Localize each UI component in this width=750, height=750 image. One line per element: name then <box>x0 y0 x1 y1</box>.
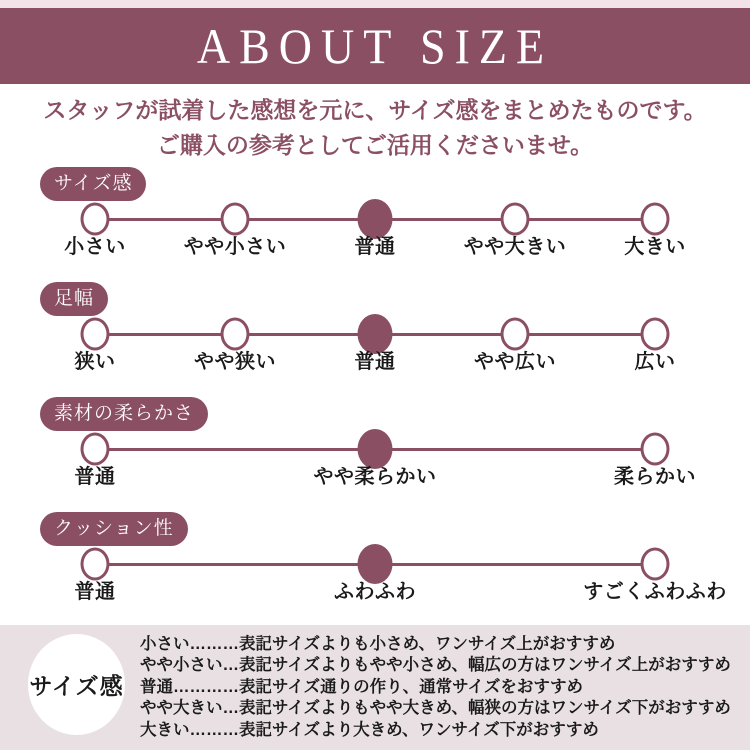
scale-option-label: 広い <box>634 351 676 373</box>
scale-labels <box>74 575 727 603</box>
legend-panel <box>0 625 750 750</box>
intro-line-2: ご購入の参考としてご活用くださいませ。 <box>156 132 594 158</box>
scale-option-label: 小さい <box>64 236 126 258</box>
scale-pill-label: サイズ感 <box>54 173 133 194</box>
scale-pill <box>40 397 208 431</box>
scale-option-label: ふわふわ <box>334 581 416 603</box>
scale-option-label: 普通 <box>74 466 116 488</box>
legend-line: 普通…………表記サイズ通りの作り、通常サイズをおすすめ <box>140 677 584 696</box>
scale-pill-label: 素材の柔らかさ <box>54 403 195 424</box>
scale-option-label: やや大きい <box>463 236 567 258</box>
legend-lines <box>140 634 731 741</box>
scale-pill-label: クッション性 <box>54 518 174 539</box>
scale-option-label: すごくふわふわ <box>583 581 727 603</box>
page-title: ABOUT SIZE <box>196 18 554 74</box>
scale-labels <box>74 345 676 373</box>
scale-pill <box>40 167 146 201</box>
scale-option-label: 大きい <box>624 236 686 258</box>
scale-option-label: やや柔らかい <box>313 466 437 488</box>
scale-option-label: 普通 <box>74 581 116 603</box>
scale-pill <box>40 512 188 546</box>
scale-row <box>0 282 750 394</box>
legend-line: やや小さい…表記サイズよりもやや小さめ、幅広の方はワンサイズ上がおすすめ <box>140 656 731 675</box>
legend-line: やや大きい…表記サイズよりもやや大きめ、幅狭の方はワンサイズ下がおすすめ <box>140 699 731 718</box>
scale-row <box>0 167 750 279</box>
legend-line: 大きい………表記サイズより大きめ、ワンサイズ下がおすすめ <box>140 720 599 739</box>
scale-option-label: やや狭い <box>194 351 276 373</box>
scale-option-label: 狭い <box>74 351 116 373</box>
scale-option-label: 柔らかい <box>614 466 696 488</box>
scale-option-label: 普通 <box>354 351 396 373</box>
legend-line: 小さい………表記サイズよりも小さめ、ワンサイズ上がおすすめ <box>140 635 616 653</box>
legend-title: サイズ感 <box>29 673 124 699</box>
scale-pill <box>40 282 108 316</box>
scale-labels <box>74 460 696 488</box>
scale-option-label: やや小さい <box>183 236 287 258</box>
scale-row <box>0 512 750 624</box>
scale-row <box>0 397 750 509</box>
legend-title-circle <box>28 634 125 735</box>
intro-line-1: スタッフが試着した感想を元に、サイズ感をまとめたものです。 <box>43 97 707 123</box>
scale-option-label: 普通 <box>354 236 396 258</box>
scale-labels <box>64 230 686 258</box>
scale-option-label: やや広い <box>474 351 556 373</box>
scale-pill-label: 足幅 <box>54 288 95 309</box>
